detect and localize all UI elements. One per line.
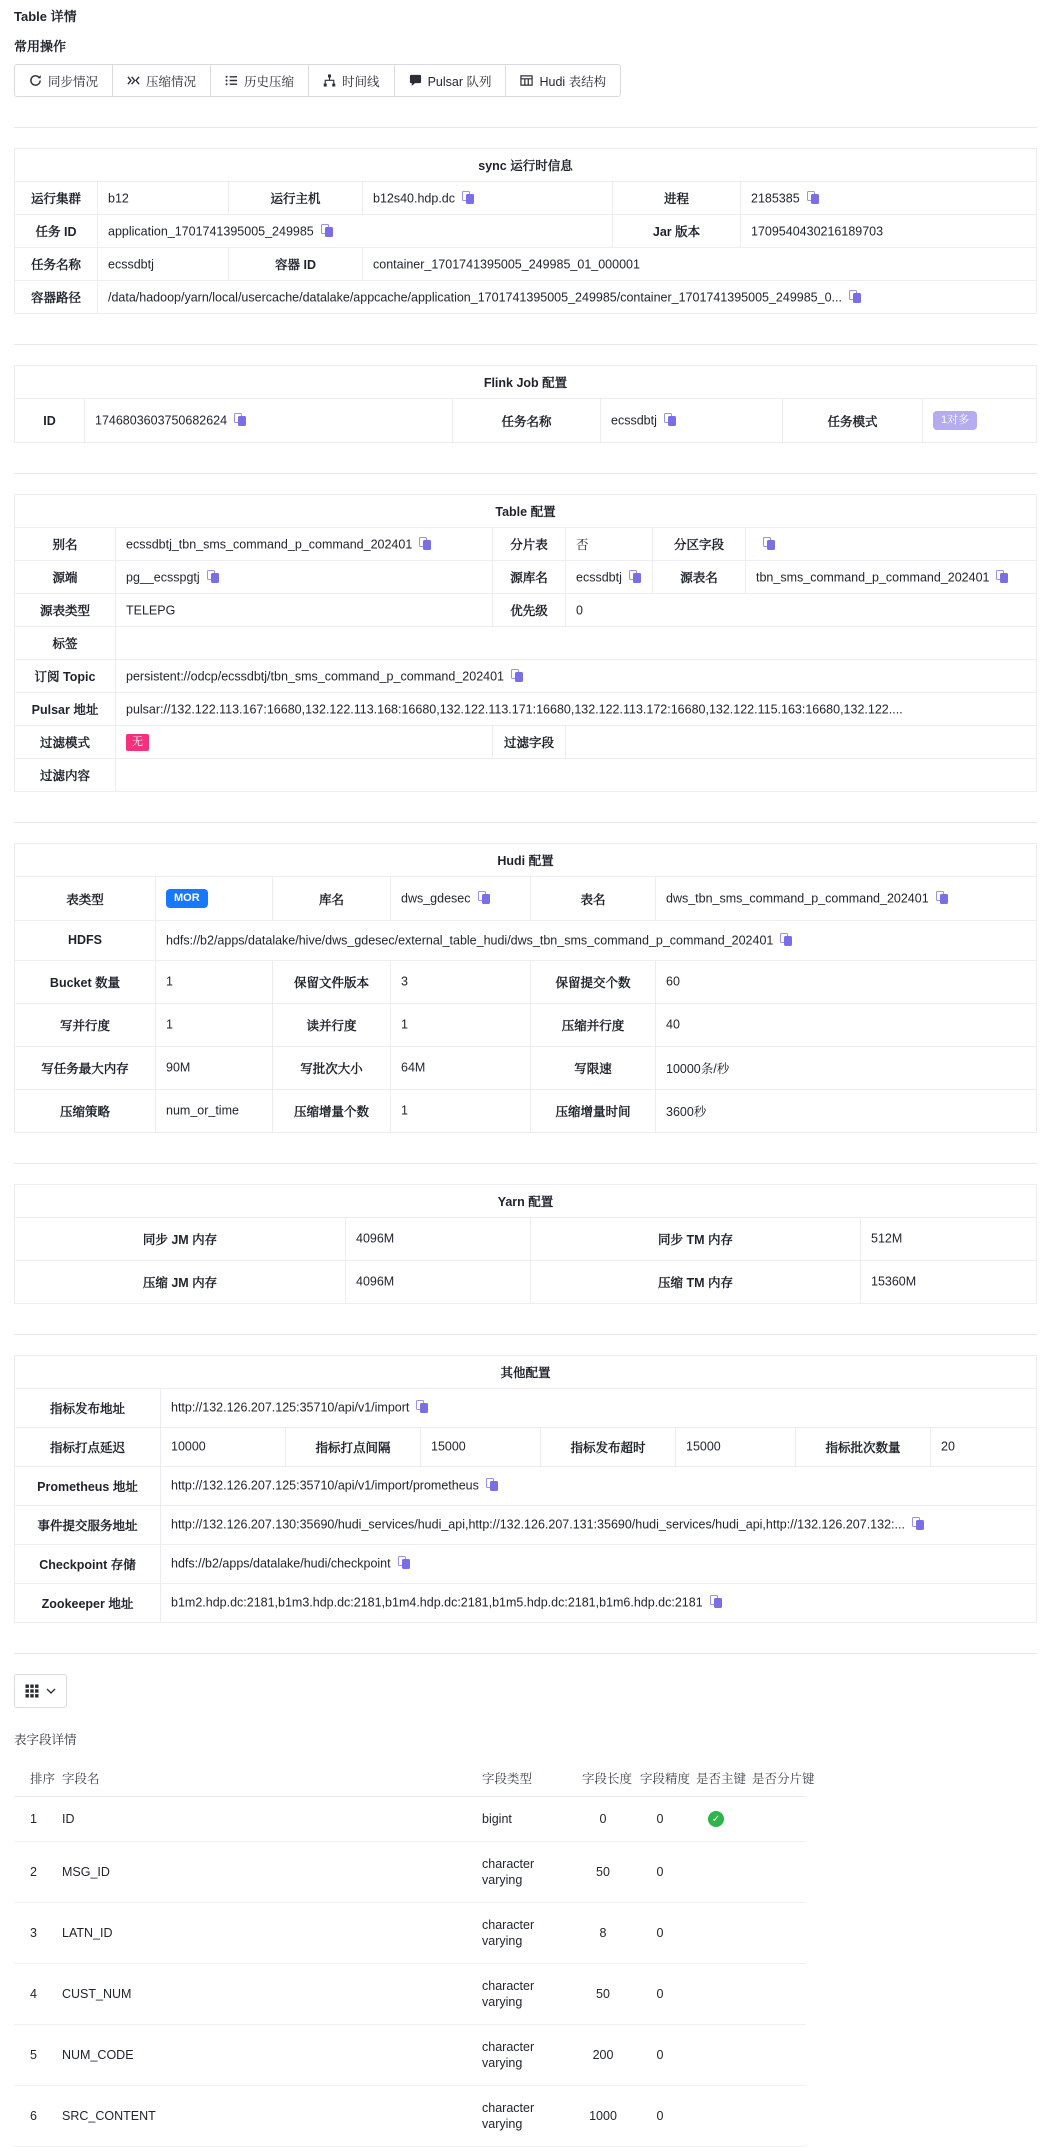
copy-icon[interactable] xyxy=(996,570,1008,583)
field-value: 10000条/秒 xyxy=(656,1046,1037,1089)
ops-section-title: 常用操作 xyxy=(14,39,67,54)
field-label: 分片表 xyxy=(493,528,566,561)
field-label: 指标批次数量 xyxy=(796,1427,931,1466)
field-label: 源表类型 xyxy=(15,594,116,627)
field-label: 过滤字段 xyxy=(493,726,566,759)
config-row xyxy=(15,281,1037,314)
field-primary-key xyxy=(688,1964,744,2025)
field-value: pg__ecsspgtj xyxy=(116,561,493,594)
field-precision: 0 xyxy=(632,1964,688,2025)
field-label: ID xyxy=(15,399,85,443)
copy-icon[interactable] xyxy=(710,1595,722,1608)
field-label: 压缩 TM 内存 xyxy=(531,1260,861,1303)
field-label: 保留提交个数 xyxy=(531,960,656,1003)
sync-runtime-table xyxy=(14,148,1037,314)
field-label: 写并行度 xyxy=(15,1003,156,1046)
field-label: 库名 xyxy=(273,877,391,921)
field-value: persistent://odcp/ecssdbtj/tbn_sms_command_p_command_202401 xyxy=(116,660,1037,693)
field-value: 60 xyxy=(656,960,1037,1003)
field-value: 4096M xyxy=(346,1260,531,1303)
field-label: 订阅 Topic xyxy=(15,660,116,693)
chevron-down-icon xyxy=(46,1688,56,1694)
column-header-shard: 是否分片键 xyxy=(744,1760,806,1797)
field-shard-key xyxy=(744,2086,806,2147)
ops-toolbar xyxy=(14,64,621,97)
field-label: Jar 版本 xyxy=(613,215,741,248)
compress-icon xyxy=(127,74,140,87)
config-row xyxy=(15,921,1037,961)
copy-icon[interactable] xyxy=(419,537,431,550)
field-value: 40 xyxy=(656,1003,1037,1046)
table-row xyxy=(14,2025,806,2086)
hudi-table-structure-button[interactable] xyxy=(505,64,621,97)
copy-icon[interactable] xyxy=(780,933,792,946)
config-row xyxy=(15,1046,1037,1089)
field-order: 6 xyxy=(14,2086,54,2147)
field-label: 压缩 JM 内存 xyxy=(15,1260,346,1303)
config-row xyxy=(15,1544,1037,1583)
badge-mode: 1对多 xyxy=(933,411,977,430)
field-label: 指标发布地址 xyxy=(15,1388,161,1427)
field-name: NUM_CODE xyxy=(54,2025,474,2086)
field-length: 1000 xyxy=(574,2086,632,2147)
config-row xyxy=(15,594,1037,627)
field-value: 2185385 xyxy=(741,182,1037,215)
field-value: 3600秒 xyxy=(656,1089,1037,1132)
field-length: 8 xyxy=(574,1903,632,1964)
pulsar-queue-button[interactable] xyxy=(394,64,507,97)
button-label: Pulsar 队列 xyxy=(427,74,492,89)
field-value xyxy=(923,399,1037,443)
field-label: 别名 xyxy=(15,528,116,561)
field-label: 指标打点间隔 xyxy=(286,1427,421,1466)
config-row xyxy=(15,1388,1037,1427)
section-divider xyxy=(14,127,1037,128)
section-title: Hudi 配置 xyxy=(15,844,1037,877)
field-primary-key xyxy=(688,2025,744,2086)
field-label: 保留文件版本 xyxy=(273,960,391,1003)
copy-icon[interactable] xyxy=(398,1556,410,1569)
page-title: Table 详情 xyxy=(14,9,77,24)
field-type: character varying xyxy=(474,1842,574,1903)
field-primary-key xyxy=(688,1842,744,1903)
field-value: 64M xyxy=(391,1046,531,1089)
hudi-config-table xyxy=(14,843,1037,1133)
field-precision: 0 xyxy=(632,1842,688,1903)
section-title: Flink Job 配置 xyxy=(15,366,1037,399)
table-row xyxy=(14,1796,806,1842)
copy-icon[interactable] xyxy=(511,669,523,682)
field-label: 事件提交服务地址 xyxy=(15,1505,161,1544)
field-value: 15000 xyxy=(421,1427,541,1466)
config-row xyxy=(15,399,1037,443)
field-primary-key xyxy=(688,1796,744,1842)
field-value: b12 xyxy=(98,182,229,215)
field-length: 0 xyxy=(574,1796,632,1842)
field-order: 5 xyxy=(14,2025,54,2086)
timeline-button[interactable] xyxy=(308,64,395,97)
copy-icon[interactable] xyxy=(763,537,775,550)
compress-status-button[interactable] xyxy=(112,64,211,97)
table-row xyxy=(14,1964,806,2025)
field-type: character varying xyxy=(474,2025,574,2086)
config-row xyxy=(15,1505,1037,1544)
field-label: Bucket 数量 xyxy=(15,960,156,1003)
field-value: 3 xyxy=(391,960,531,1003)
config-row xyxy=(15,248,1037,281)
button-label: 历史压缩 xyxy=(244,74,295,89)
field-value: 10000 xyxy=(161,1427,286,1466)
field-value xyxy=(746,528,1037,561)
copy-icon[interactable] xyxy=(912,1517,924,1530)
field-label: 表类型 xyxy=(15,877,156,921)
config-row xyxy=(15,528,1037,561)
field-primary-key xyxy=(688,2086,744,2147)
field-order: 1 xyxy=(14,1796,54,1842)
field-value: 1 xyxy=(391,1089,531,1132)
config-row xyxy=(15,960,1037,1003)
field-shard-key xyxy=(744,1842,806,1903)
field-label: 指标打点延迟 xyxy=(15,1427,161,1466)
field-value: 1709540430216189703 xyxy=(741,215,1037,248)
section-title: sync 运行时信息 xyxy=(15,149,1037,182)
column-header-precision: 字段精度 xyxy=(632,1760,688,1797)
field-label: 源端 xyxy=(15,561,116,594)
flink-job-config-table xyxy=(14,365,1037,443)
column-header-type: 字段类型 xyxy=(474,1760,574,1797)
copy-icon[interactable] xyxy=(207,570,219,583)
field-value: 1746803603750682624 xyxy=(85,399,453,443)
config-row xyxy=(15,1466,1037,1505)
field-label: Prometheus 地址 xyxy=(15,1466,161,1505)
copy-icon[interactable] xyxy=(664,413,676,426)
field-primary-key xyxy=(688,1903,744,1964)
field-label: 运行主机 xyxy=(229,182,363,215)
field-value: 20 xyxy=(931,1427,1037,1466)
field-value: 4096M xyxy=(346,1217,531,1260)
field-value: TELEPG xyxy=(116,594,493,627)
fields-section-title: 表字段详情 xyxy=(14,1732,77,1747)
field-label: 过滤内容 xyxy=(15,759,116,792)
field-value: dws_gdesec xyxy=(391,877,531,921)
field-value: hdfs://b2/apps/datalake/hive/dws_gdesec/external_table_hudi/dws_tbn_sms_command_p_command_202401 xyxy=(156,921,1037,961)
field-value: hdfs://b2/apps/datalake/hudi/checkpoint xyxy=(161,1544,1037,1583)
field-type: bigint xyxy=(474,1796,574,1842)
field-value: ecssdbtj_tbn_sms_command_p_command_202401 xyxy=(116,528,493,561)
table-row xyxy=(14,1842,806,1903)
field-label: HDFS xyxy=(15,921,156,961)
section-divider xyxy=(14,344,1037,345)
field-label: 同步 JM 内存 xyxy=(15,1217,346,1260)
field-label: 写任务最大内存 xyxy=(15,1046,156,1089)
field-value: 1 xyxy=(156,1003,273,1046)
config-row xyxy=(15,1089,1037,1132)
button-label: 压缩情况 xyxy=(146,74,197,89)
field-name: MSG_ID xyxy=(54,1842,474,1903)
field-value xyxy=(566,726,1037,759)
field-label: Pulsar 地址 xyxy=(15,693,116,726)
columns-button[interactable] xyxy=(14,1674,67,1708)
field-type: character varying xyxy=(474,1903,574,1964)
field-value: 90M xyxy=(156,1046,273,1089)
field-label: 过滤模式 xyxy=(15,726,116,759)
field-value xyxy=(116,759,1037,792)
field-type: character varying xyxy=(474,1964,574,2025)
config-row xyxy=(15,1260,1037,1303)
copy-icon[interactable] xyxy=(478,891,490,904)
other-config-table xyxy=(14,1355,1037,1623)
copy-icon[interactable] xyxy=(936,891,948,904)
section-divider xyxy=(14,473,1037,474)
field-value: ecssdbtj xyxy=(98,248,229,281)
field-value: 15000 xyxy=(676,1427,796,1466)
field-order: 3 xyxy=(14,1903,54,1964)
table-row xyxy=(14,1903,806,1964)
config-row xyxy=(15,561,1037,594)
section-divider xyxy=(14,1653,1037,1654)
field-label: 源库名 xyxy=(493,561,566,594)
button-label: 同步情况 xyxy=(48,74,99,89)
column-header-length: 字段长度 xyxy=(574,1760,632,1797)
field-precision: 0 xyxy=(632,1903,688,1964)
yarn-config-table xyxy=(14,1184,1037,1304)
field-value: 0 xyxy=(566,594,1037,627)
field-name: LATN_ID xyxy=(54,1903,474,1964)
field-type: character varying xyxy=(474,2086,574,2147)
field-label: 写限速 xyxy=(531,1046,656,1089)
field-value: http://132.126.207.125:35710/api/v1/import xyxy=(161,1388,1037,1427)
field-value: b12s40.hdp.dc xyxy=(363,182,613,215)
field-value xyxy=(116,726,493,759)
field-value: ecssdbtj xyxy=(566,561,653,594)
fields-table xyxy=(14,1760,815,2147)
field-value: tbn_sms_command_p_command_202401 xyxy=(746,561,1037,594)
field-name: ID xyxy=(54,1796,474,1842)
field-value xyxy=(116,627,1037,660)
section-divider xyxy=(14,1334,1037,1335)
section-divider xyxy=(14,822,1037,823)
field-label: Zookeeper 地址 xyxy=(15,1583,161,1622)
field-label: 任务模式 xyxy=(783,399,923,443)
field-name: SRC_CONTENT xyxy=(54,2086,474,2147)
column-header-primary: 是否主键 xyxy=(688,1760,744,1797)
config-row xyxy=(15,759,1037,792)
button-label: Hudi 表结构 xyxy=(539,74,607,89)
field-length: 200 xyxy=(574,2025,632,2086)
field-label: 容器 ID xyxy=(229,248,363,281)
section-title: Yarn 配置 xyxy=(15,1184,1037,1217)
copy-icon[interactable] xyxy=(462,191,474,204)
sync-status-button[interactable] xyxy=(14,64,113,97)
field-value: 1 xyxy=(391,1003,531,1046)
button-label: 时间线 xyxy=(342,74,380,89)
badge-none: 无 xyxy=(126,734,149,751)
config-row xyxy=(15,660,1037,693)
field-label: 表名 xyxy=(531,877,656,921)
copy-icon[interactable] xyxy=(416,1400,428,1413)
field-label: 压缩策略 xyxy=(15,1089,156,1132)
copy-icon[interactable] xyxy=(807,191,819,204)
field-label: 进程 xyxy=(613,182,741,215)
config-row xyxy=(15,1583,1037,1622)
field-label: 优先级 xyxy=(493,594,566,627)
config-row xyxy=(15,1427,1037,1466)
field-value: pulsar://132.122.113.167:16680,132.122.113.168:16680,132.122.113.171:16680,132.122.113.172:16680,132.122.115.163:16680,132.122.... xyxy=(116,693,1037,726)
section-divider xyxy=(14,1163,1037,1164)
field-label: 压缩并行度 xyxy=(531,1003,656,1046)
field-label: 标签 xyxy=(15,627,116,660)
field-label: 指标发布超时 xyxy=(541,1427,676,1466)
field-label: 压缩增量时间 xyxy=(531,1089,656,1132)
config-row xyxy=(15,877,1037,921)
config-row xyxy=(15,215,1037,248)
fields-header-row xyxy=(14,1760,806,1797)
field-label: 任务名称 xyxy=(453,399,601,443)
section-title: Table 配置 xyxy=(15,495,1037,528)
field-value: b1m2.hdp.dc:2181,b1m3.hdp.dc:2181,b1m4.hdp.dc:2181,b1m5.hdp.dc:2181,b1m6.hdp.dc:2181 xyxy=(161,1583,1037,1622)
config-row xyxy=(15,1003,1037,1046)
field-precision: 0 xyxy=(632,2025,688,2086)
field-label: 任务名称 xyxy=(15,248,98,281)
field-label: 源表名 xyxy=(653,561,746,594)
field-value: 1 xyxy=(156,960,273,1003)
field-value: 否 xyxy=(566,528,653,561)
table-structure-icon xyxy=(520,74,533,87)
field-shard-key xyxy=(744,2025,806,2086)
timeline-icon xyxy=(323,74,336,87)
field-label: 写批次大小 xyxy=(273,1046,391,1089)
column-header-order: 排序 xyxy=(14,1760,54,1797)
history-list-icon xyxy=(225,74,238,87)
field-label: 分区字段 xyxy=(653,528,746,561)
field-shard-key xyxy=(744,1964,806,2025)
field-value: application_1701741395005_249985 xyxy=(98,215,613,248)
field-value: ecssdbtj xyxy=(601,399,783,443)
badge-mor: MOR xyxy=(166,889,208,908)
pulsar-chat-icon xyxy=(409,74,422,87)
field-shard-key xyxy=(744,1796,806,1842)
field-length: 50 xyxy=(574,1964,632,2025)
field-label: 压缩增量个数 xyxy=(273,1089,391,1132)
column-header-name: 字段名 xyxy=(54,1760,474,1797)
table-config-table xyxy=(14,494,1037,792)
field-label: 读并行度 xyxy=(273,1003,391,1046)
config-row xyxy=(15,627,1037,660)
field-name: CUST_NUM xyxy=(54,1964,474,2025)
field-value: dws_tbn_sms_command_p_command_202401 xyxy=(656,877,1037,921)
primary-key-check-icon: ✓ xyxy=(708,1811,724,1827)
field-precision: 0 xyxy=(632,1796,688,1842)
field-value: container_1701741395005_249985_01_000001 xyxy=(363,248,1037,281)
field-length: 50 xyxy=(574,1842,632,1903)
field-label: 运行集群 xyxy=(15,182,98,215)
field-label: Checkpoint 存储 xyxy=(15,1544,161,1583)
sync-icon xyxy=(29,74,42,87)
field-value: /data/hadoop/yarn/local/usercache/datalake/appcache/application_1701741395005_249985/container_1701741395005_249985_0... xyxy=(98,281,1037,314)
field-value: num_or_time xyxy=(156,1089,273,1132)
field-shard-key xyxy=(744,1903,806,1964)
history-compress-button[interactable] xyxy=(210,64,309,97)
copy-icon[interactable] xyxy=(321,224,333,237)
grid-icon xyxy=(25,1684,39,1698)
field-value: http://132.126.207.125:35710/api/v1/import/prometheus xyxy=(161,1466,1037,1505)
field-value xyxy=(156,877,273,921)
config-row xyxy=(15,1217,1037,1260)
field-precision: 0 xyxy=(632,2086,688,2147)
section-title: 其他配置 xyxy=(15,1355,1037,1388)
copy-icon[interactable] xyxy=(629,570,641,583)
field-value: 15360M xyxy=(861,1260,1037,1303)
config-row xyxy=(15,693,1037,726)
field-value: 512M xyxy=(861,1217,1037,1260)
field-value: http://132.126.207.130:35690/hudi_services/hudi_api,http://132.126.207.131:35690/hudi_services/hudi_api,http://132.126.207.132:... xyxy=(161,1505,1037,1544)
config-row xyxy=(15,182,1037,215)
copy-icon[interactable] xyxy=(486,1478,498,1491)
field-order: 2 xyxy=(14,1842,54,1903)
field-order: 4 xyxy=(14,1964,54,2025)
copy-icon[interactable] xyxy=(234,413,246,426)
config-row xyxy=(15,726,1037,759)
field-label: 任务 ID xyxy=(15,215,98,248)
field-label: 同步 TM 内存 xyxy=(531,1217,861,1260)
table-row xyxy=(14,2086,806,2147)
field-label: 容器路径 xyxy=(15,281,98,314)
copy-icon[interactable] xyxy=(849,290,861,303)
